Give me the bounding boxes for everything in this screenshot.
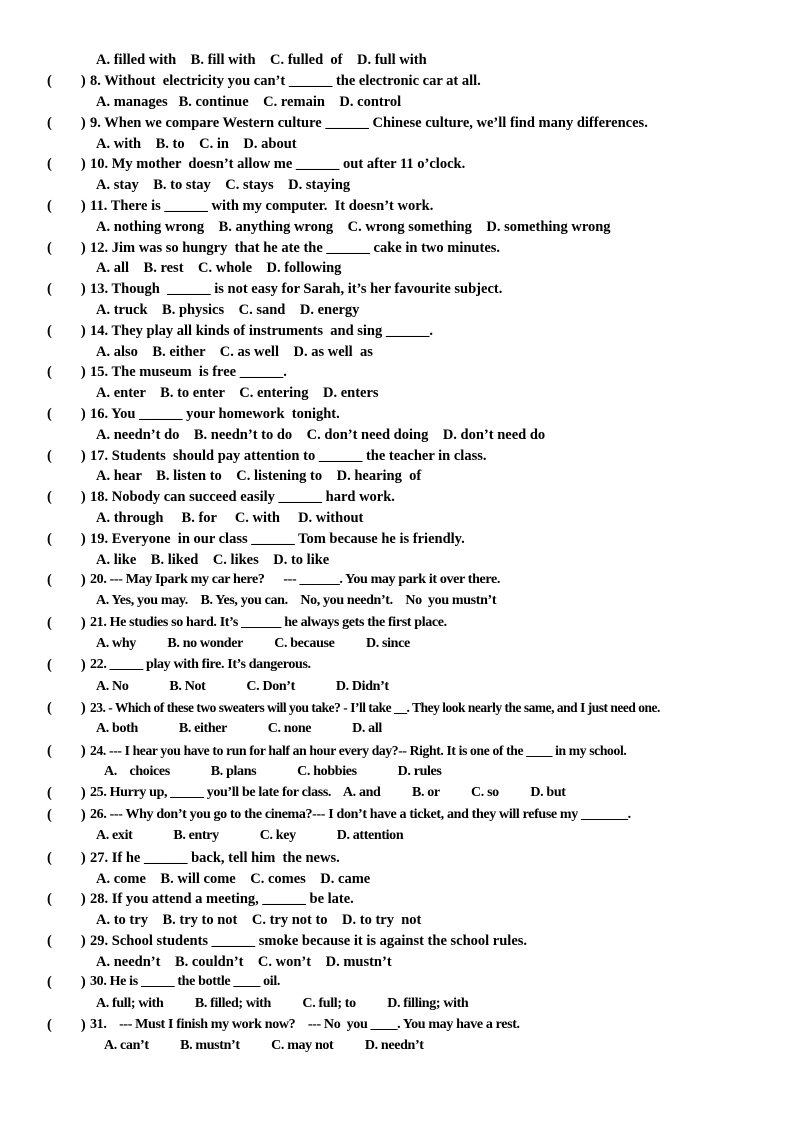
question-30: 30. He is _____ the bottle ____ oil.	[90, 974, 281, 989]
answer-bracket: ( )	[47, 807, 86, 823]
question-9: 9. When we compare Western culture ______ Chinese culture, we’ll find many differences.	[90, 115, 648, 131]
options-24: A. choices B. plans C. hobbies D. rules	[104, 764, 442, 779]
question-28: 28. If you attend a meeting, ______ be late.	[90, 891, 354, 907]
answer-bracket: ( )	[47, 743, 86, 759]
answer-bracket: ( )	[47, 198, 86, 214]
question-19: 19. Everyone in our class ______ Tom because he is friendly.	[90, 531, 465, 547]
answer-bracket: ( )	[47, 364, 86, 380]
options-31: A. can’t B. mustn’t C. may not D. needn’t	[104, 1038, 424, 1053]
options-10: A. stay B. to stay C. stays D. staying	[96, 177, 351, 193]
question-18: 18. Nobody can succeed easily ______ hard work.	[90, 489, 395, 505]
options-28: A. to try B. try to not C. try not to D. to try not	[96, 912, 422, 928]
question-26: 26. --- Why don’t you go to the cinema?--- I don’t have a ticket, and they will refuse my _______.	[90, 807, 631, 822]
answer-bracket: ( )	[47, 531, 86, 547]
options-11: A. nothing wrong B. anything wrong C. wrong something D. something wrong	[96, 219, 611, 235]
answer-bracket: ( )	[47, 1017, 86, 1033]
options-15: A. enter B. to enter C. entering D. enters	[96, 385, 379, 401]
answer-bracket: ( )	[47, 73, 86, 89]
options-17: A. hear B. listen to C. listening to D. hearing of	[96, 468, 422, 484]
options-16: A. needn’t do B. needn’t to do C. don’t need doing D. don’t need do	[96, 427, 546, 443]
question-12: 12. Jim was so hungry that he ate the ______ cake in two minutes.	[90, 240, 501, 256]
answer-bracket: ( )	[47, 572, 86, 588]
answer-bracket: ( )	[47, 115, 86, 131]
options-23: A. both B. either C. none D. all	[96, 721, 382, 736]
answer-bracket: ( )	[47, 281, 86, 297]
answer-bracket: ( )	[47, 933, 86, 949]
options-20: A. Yes, you may. B. Yes, you can. No, you needn’t. No you mustn’t	[96, 593, 497, 608]
answer-bracket: ( )	[47, 156, 86, 172]
answer-bracket: ( )	[47, 891, 86, 907]
question-16: 16. You ______ your homework tonight.	[90, 406, 340, 422]
options-8: A. manages B. continue C. remain D. control	[96, 94, 402, 110]
answer-bracket: ( )	[47, 489, 86, 505]
question-17: 17. Students should pay attention to ______ the teacher in class.	[90, 448, 487, 464]
question-24: 24. --- I hear you have to run for half an hour every day?-- Right. It is one of the ____ in my school.	[90, 743, 627, 758]
question-27: 27. If he ______ back, tell him the news.	[90, 850, 340, 866]
question-23: 23. - Which of these two sweaters will you take? - I’ll take __. They look nearly the same, and I just need one.	[90, 700, 660, 715]
options-12: A. all B. rest C. whole D. following	[96, 260, 342, 276]
answer-bracket: ( )	[47, 615, 86, 631]
question-15: 15. The museum is free ______.	[90, 364, 287, 380]
options-q7: A. filled with B. fill with C. fulled of D. full with	[96, 52, 427, 68]
options-27: A. come B. will come C. comes D. came	[96, 871, 371, 887]
options-21: A. why B. no wonder C. because D. since	[96, 636, 410, 651]
options-19: A. like B. liked C. likes D. to like	[96, 552, 330, 568]
question-21: 21. He studies so hard. It’s ______ he always gets the first place.	[90, 615, 447, 630]
options-14: A. also B. either C. as well D. as well as	[96, 344, 373, 360]
options-9: A. with B. to C. in D. about	[96, 136, 297, 152]
options-26: A. exit B. entry C. key D. attention	[96, 828, 404, 843]
options-22: A. No B. Not C. Don’t D. Didn’t	[96, 679, 389, 694]
question-13: 13. Though ______ is not easy for Sarah, it’s her favourite subject.	[90, 281, 503, 297]
answer-bracket: ( )	[47, 700, 86, 716]
question-31: 31. --- Must I finish my work now? --- No you ____. You may have a rest.	[90, 1017, 520, 1032]
options-18: A. through B. for C. with D. without	[96, 510, 364, 526]
answer-bracket: ( )	[47, 448, 86, 464]
options-29: A. needn’t B. couldn’t C. won’t D. mustn’t	[96, 954, 392, 970]
answer-bracket: ( )	[47, 785, 86, 801]
question-22: 22. _____ play with fire. It’s dangerous.	[90, 657, 311, 672]
answer-bracket: ( )	[47, 974, 86, 990]
options-30: A. full; with B. filled; with C. full; to D. filling; with	[96, 996, 469, 1011]
answer-bracket: ( )	[47, 850, 86, 866]
answer-bracket: ( )	[47, 657, 86, 673]
options-13: A. truck B. physics C. sand D. energy	[96, 302, 360, 318]
question-25: 25. Hurry up, _____ you’ll be late for class. A. and B. or C. so D. but	[90, 785, 566, 800]
question-11: 11. There is ______ with my computer. It doesn’t work.	[90, 198, 434, 214]
answer-bracket: ( )	[47, 240, 86, 256]
question-20: 20. --- May Ipark my car here? --- ______. You may park it over there.	[90, 572, 501, 587]
answer-bracket: ( )	[47, 406, 86, 422]
answer-bracket: ( )	[47, 323, 86, 339]
question-29: 29. School students ______ smoke because it is against the school rules.	[90, 933, 528, 949]
question-8: 8. Without electricity you can’t ______ the electronic car at all.	[90, 73, 481, 89]
question-10: 10. My mother doesn’t allow me ______ out after 11 o’clock.	[90, 156, 466, 172]
question-14: 14. They play all kinds of instruments and sing ______.	[90, 323, 433, 339]
